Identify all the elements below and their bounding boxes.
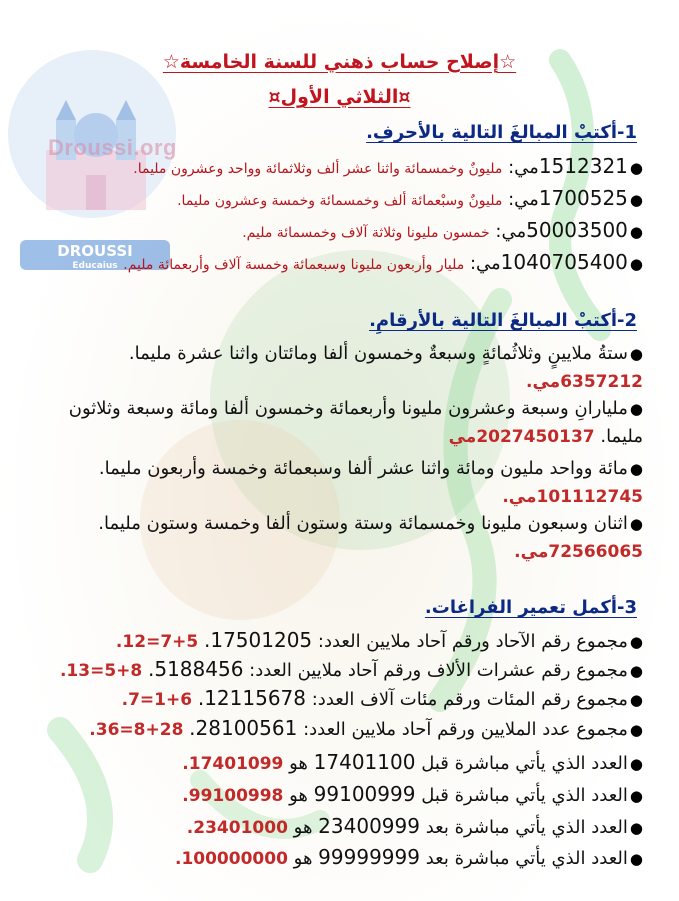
section-3-item: ●العدد الذي يأتي مباشرة بعد 99999999 هو 100000000. [174,845,643,869]
page-title: ☆إصلاح حساب ذهني للسنة الخامسة☆ [162,51,517,73]
bullet-icon: ● [629,721,643,739]
section-2-item: ●مائة وواحد مليون ومائة واثنا عشر ألفا وسبعمائة وخمسة وأربعون مليما. 101112745مي. [98,458,643,507]
answer-value: 6357212مي. [526,372,643,392]
section-1-item: ●1512321مي: مليونٌ وخمسمائة واثنا عشر ألف وثلاثمائة وواحد وعشرون مليما. [133,154,643,178]
answer-value: 23401000. [186,818,288,838]
bullet-icon: ● [629,223,643,241]
answer-value: 6+1=7. [121,690,193,710]
bullet-icon: ● [629,345,643,363]
bullet-icon: ● [629,515,643,533]
answer-value: 101112745مي. [502,487,643,507]
section-3-item: ●مجموع رقم المئات ورقم مئات آلاف العدد: 12115678. 6+1=7. [121,686,643,710]
answer-value: 17401099. [182,754,284,774]
bullet-icon: ● [629,460,643,478]
bullet-icon: ● [629,255,643,273]
bullet-icon: ● [629,755,643,773]
section-1-item: ●1040705400مي: مليار وأربعون مليونا وسبعمائة وخمسة آلاف وأربعمائة مليم. [123,250,643,274]
bullet-icon: ● [629,787,643,805]
section-2-heading: 2-أكتبْ المبالغَ التالية بالأرقامِ. [369,310,637,331]
bullet-icon: ● [629,191,643,209]
answer-value: 28+8=36. [89,720,184,740]
section-3-item: ●مجموع رقم الآحاد ورقم آحاد ملايين العدد: 17501205. 5+7=12. [115,628,643,652]
section-3-heading: 3-أكمل تعمير الفراغات. [424,597,637,618]
section-1-item: ●1700525مي: مليونٌ وسبْعمائة ألف وخمسمائة وخمسة وعشرون مليما. [177,186,643,210]
logo-brand: DROUSSI [57,242,133,260]
answer-value: 99100998. [182,786,284,806]
bullet-icon: ● [629,159,643,177]
bullet-icon: ● [629,662,643,680]
section-2-item: ●مليارانِ وسبعة وعشرون مليونا وأربعمائة وخمسون ألفا ومائة وسبعة وثلاثون مليما. 2027450137مي [68,398,643,447]
bullet-icon: ● [629,633,643,651]
bullet-icon: ● [629,819,643,837]
answer-value: 5+7=12. [115,632,199,652]
section-3-item: ●العدد الذي يأتي مباشرة قبل 17401100 هو 17401099. [182,750,643,774]
answer-value: 72566065مي. [514,542,643,562]
section-3-item: ●مجموع عدد الملايين ورقم آحاد ملايين العدد: 28100561. 28+8=36. [89,716,643,740]
answer-value: 8+5=13. [59,661,143,681]
bullet-icon: ● [629,691,643,709]
bullet-icon: ● [629,400,643,418]
section-2-item: ●ستةُ ملايينٍ وثلاثُمائةٍ وسبعةٌ وخمسون ألفا ومائتان واثنا عشرة مليما. 6357212مي. [128,343,643,392]
section-1-item: ●50003500مي: خمسون مليونا وثلاثة آلاف وخمسمائة مليم. [242,218,643,242]
section-3-item: ●العدد الذي يأتي مباشرة بعد 23400999 هو 23401000. [186,814,643,838]
answer-value: 100000000. [174,849,288,869]
bullet-icon: ● [629,850,643,868]
section-3-item: ●العدد الذي يأتي مباشرة قبل 99100999 هو 99100998. [182,782,643,806]
section-1-heading: 1-أكتبْ المبالغَ التالية بالأحرفِ. [366,122,637,143]
answer-value: 2027450137مي [448,427,595,447]
section-3-item: ●مجموع رقم عشرات الألاف ورقم آحاد ملايين العدد: 5188456. 8+5=13. [59,657,643,681]
watermark-site: Droussi.org [48,135,177,160]
logo-tagline: Educaius [72,261,118,271]
page-subtitle: ¤الثلاثي الأول¤ [268,86,411,108]
section-2-item: ●اثنان وسبعون مليونا وخمسمائة وستة وستون ألفا وخمسة وستون مليما. 72566065مي. [98,513,643,562]
